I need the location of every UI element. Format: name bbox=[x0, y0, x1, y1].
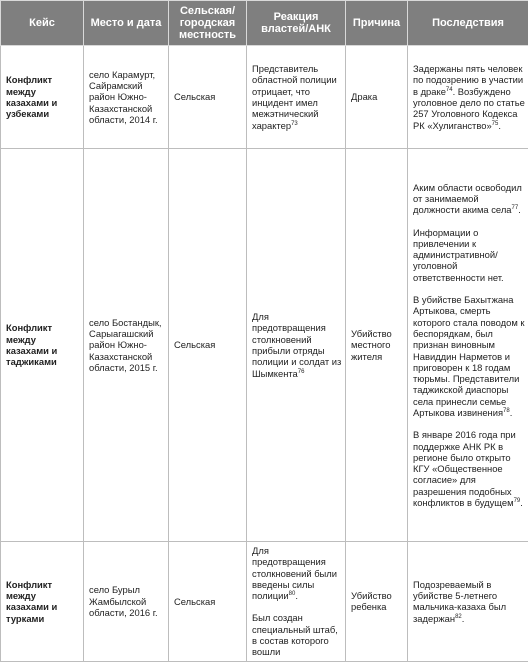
place-cell: село Карамурт, Сайрамский район Южно-Казахстанской области, 2014 г. bbox=[84, 46, 169, 149]
footnote-ref: 78 bbox=[503, 408, 510, 414]
header-reaction: Реакция властей/АНК bbox=[247, 1, 346, 46]
footnote-ref: 79 bbox=[514, 498, 521, 504]
header-place-date: Место и дата bbox=[84, 1, 169, 46]
reaction-cell bbox=[247, 542, 346, 662]
consequence-paragraph: Информации о привлечении к административной/ уголовной ответственности нет. bbox=[413, 227, 525, 283]
footnote-ref: 80 bbox=[289, 591, 296, 597]
consequences-cell: Подозреваемый в убийстве 5-летнего мальчика-казаха был задержан$^{82}$. bbox=[408, 542, 528, 662]
area-cell: Сельская bbox=[169, 149, 247, 542]
footnote-ref: 76 bbox=[298, 368, 305, 374]
case-cell: Конфликт между казахами и узбеками bbox=[1, 46, 84, 149]
place-cell: село Бостандык, Сарыагашский район Южно-Казахстанской области, 2015 г. bbox=[84, 149, 169, 542]
consequence-paragraph: В убийстве Бахытжана Артыкова, смерть которого стала поводом к беспорядкам, был признан виновным Навиддин Нарметов и приговорен к 18 годам тюрьмы. Представители таджикской диаспоры села принесли семье Артыкова извинения$^{78}$. bbox=[413, 294, 525, 418]
footnote-ref: 82 bbox=[455, 614, 462, 620]
area-cell: Сельская bbox=[169, 46, 247, 149]
reaction-cell: Представитель областной полиции отрицает, что инцидент имел межэтнический характер$^{73}$ bbox=[247, 46, 346, 149]
case-cell: Конфликт между казахами и турками bbox=[1, 542, 84, 662]
footnote-ref: 77 bbox=[512, 205, 519, 211]
reason-cell: Драка bbox=[346, 46, 408, 149]
reason-cell: Убийство ребенка bbox=[346, 542, 408, 662]
place-cell: село Бурыл Жамбылской области, 2016 г. bbox=[84, 542, 169, 662]
consequence-paragraph: В январе 2016 года при поддержке АНК РК в регионе было открыто КГУ «Общественное согласие» для разрешения подобных конфликтов в будущем$^{79}$. bbox=[413, 429, 525, 508]
footnote-ref: 74 bbox=[446, 87, 453, 93]
table-row bbox=[1, 149, 528, 542]
reaction-cell: Для предотвращения столкновений прибыли отряды полиции и солдат из Шымкента$^{76}$ bbox=[247, 149, 346, 542]
consequence-paragraph: Аким области освободил от занимаемой должности акима села$^{77}$. bbox=[413, 182, 525, 216]
header-reason: Причина bbox=[346, 1, 408, 46]
header-consequences: Последствия bbox=[408, 1, 528, 46]
table-row bbox=[1, 542, 528, 662]
reaction-paragraph: Для предотвращения столкновений были введены силы полиции$^{80}$. bbox=[252, 545, 342, 601]
footnote-ref: 73 bbox=[291, 120, 298, 126]
consequences-cell bbox=[408, 149, 528, 542]
reaction-paragraph: Был создан специальный штаб, в состав которого вошли bbox=[252, 612, 342, 657]
footnote-ref: 75 bbox=[492, 120, 499, 126]
header-area: Сельская/ городская местность bbox=[169, 1, 247, 46]
area-cell: Сельская bbox=[169, 542, 247, 662]
header-case: Кейс bbox=[1, 1, 84, 46]
case-cell: Конфликт между казахами и таджиками bbox=[1, 149, 84, 542]
table-header-row bbox=[1, 1, 528, 46]
table-row bbox=[1, 46, 528, 149]
reason-cell: Убийство местного жителя bbox=[346, 149, 408, 542]
consequences-cell: Задержаны пять человек по подозрению в участии в драке$^{74}$. Возбуждено уголовное дело по статье 257 Уголовного Кодекса РК «Хулиганство»$^{75}$. bbox=[408, 46, 528, 149]
